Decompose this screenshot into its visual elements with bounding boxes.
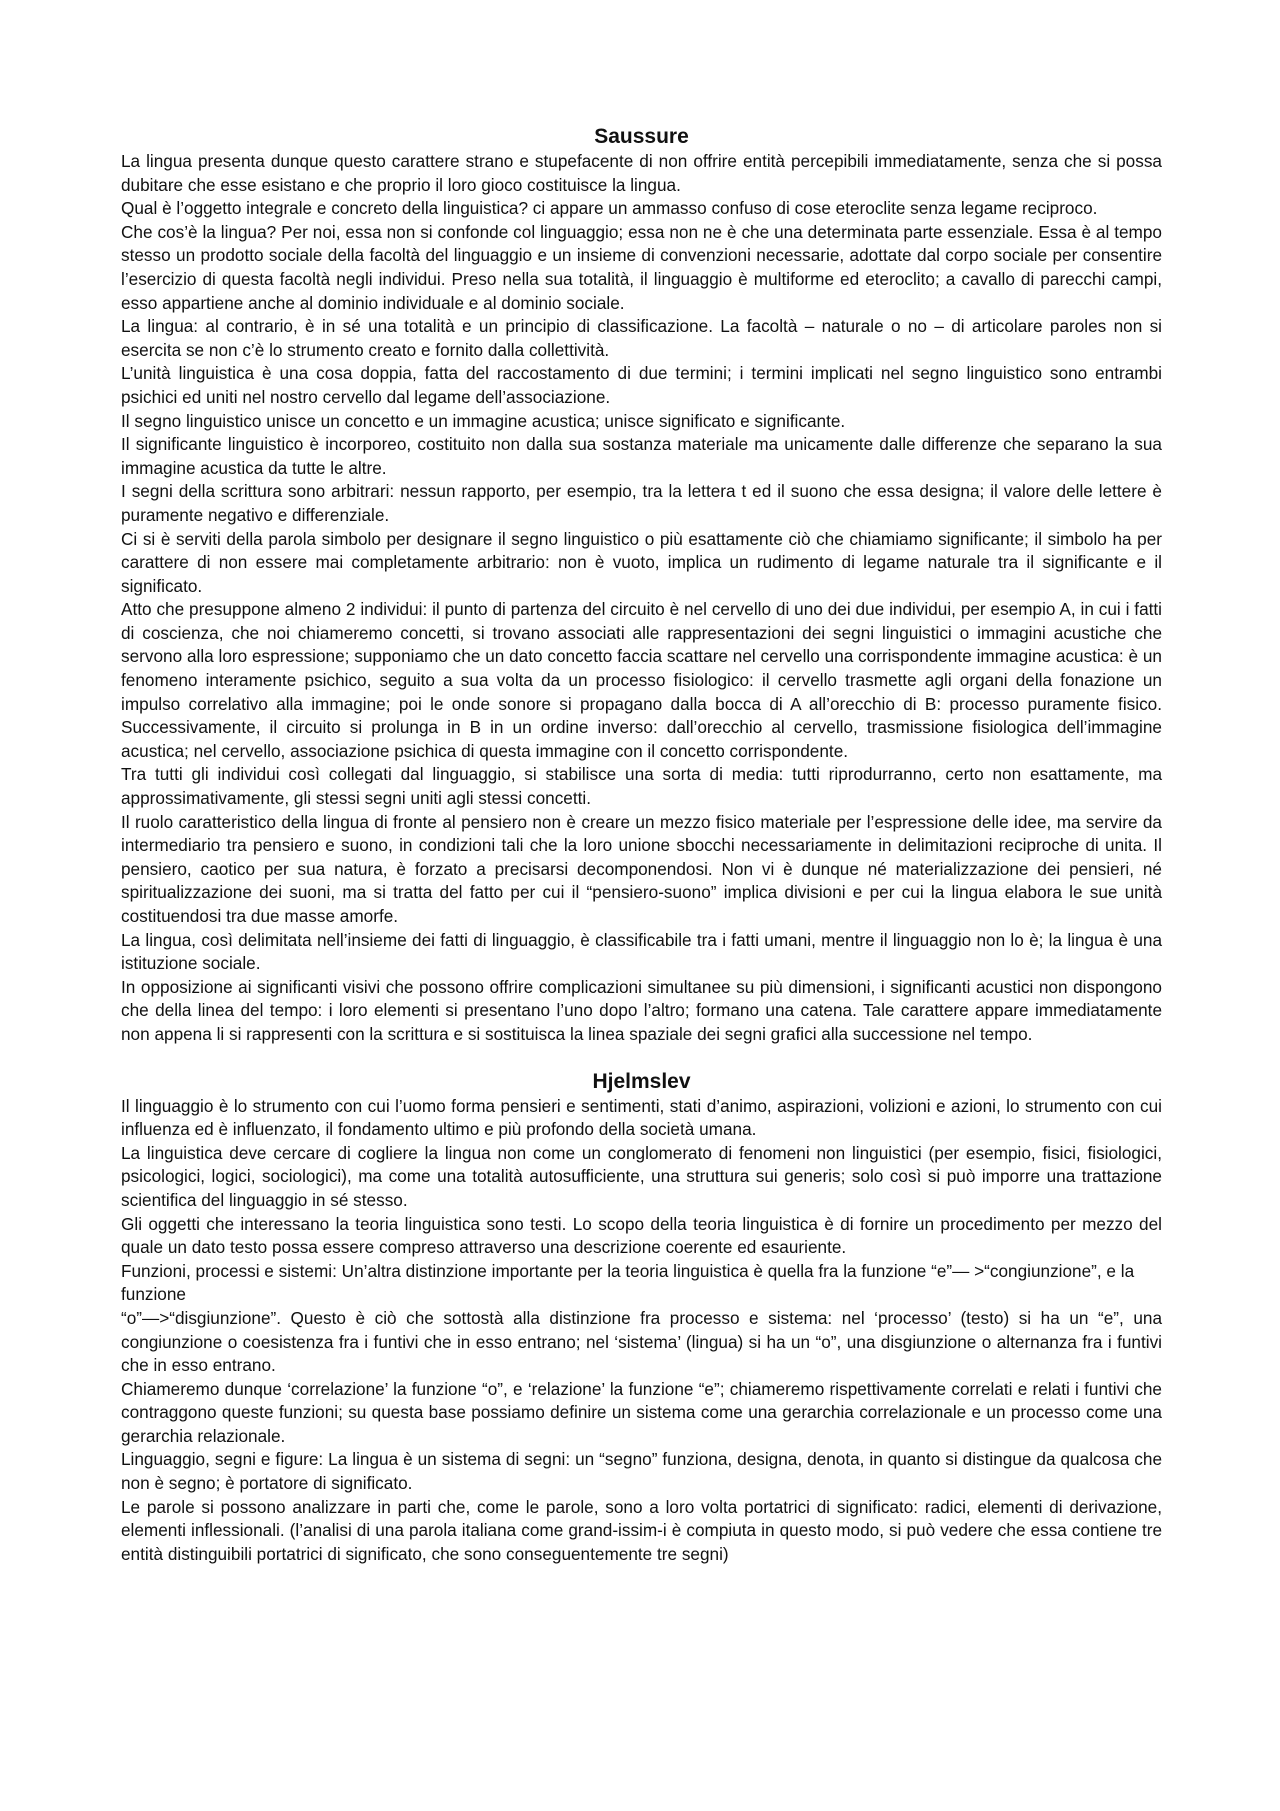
paragraph: Gli oggetti che interessano la teoria linguistica sono testi. Lo scopo della teoria linguistica è di fornire un procedimento per mezzo del quale un dato testo possa essere compreso attraverso una descrizione coerente ed esauriente. bbox=[121, 1213, 1162, 1258]
paragraph: Linguaggio, segni e figure: La lingua è un sistema di segni: un “segno” funziona, designa, denota, in quanto si distingue da qualcosa che non è segno; è portatore di significato. bbox=[121, 1449, 1162, 1494]
paragraph: Il linguaggio è lo strumento con cui l’uomo forma pensieri e sentimenti, stati d’animo, aspirazioni, volizioni e azioni, lo strumento con cui influenza ed è influenzato, il fondamento ultimo e più profondo della società umana. bbox=[121, 1095, 1162, 1140]
paragraph: Il significante linguistico è incorporeo, costituito non dalla sua sostanza materiale ma unicamente dalle differenze che separano la sua immagine acustica da tutte le altre. bbox=[121, 434, 1162, 478]
paragraph: Il segno linguistico unisce un concetto e un immagine acustica; unisce significato e significante. bbox=[121, 410, 846, 431]
paragraph: I segni della scrittura sono arbitrari: nessun rapporto, per esempio, tra la lettera t ed il suono che essa designa; il valore delle lettere è puramente negativo e differenziale. bbox=[121, 481, 1162, 525]
paragraph: Che cos’è la lingua? Per noi, essa non si confonde col linguaggio; essa non ne è che una determinata parte essenziale. Essa è al tempo stesso un prodotto sociale della facoltà del linguaggio e un insieme di convenzioni necessarie, adottate dal corpo sociale per consentire l’esercizio di questa facoltà negli individui. Preso nella sua totalità, il linguaggio è multiforme ed eteroclito; a cavallo di parecchi campi, esso appartiene anche al dominio individuale e al dominio sociale. bbox=[121, 221, 1162, 313]
paragraph: Atto che presuppone almeno 2 individui: il punto di partenza del circuito è nel cervello di uno dei due individui, per esempio A, in cui i fatti di coscienza, che noi chiameremo concetti, si trovano associati alle rappresentazioni dei segni linguistici o immagini acustiche che servono alla loro espressione; supponiamo che un dato concetto faccia scattare nel cervello una corrispondente immagine acustica: è un fenomeno interamente psichico, seguito a sua volta da un processo fisiologico: il cervello trasmette agli organi della fonazione un impulso correlativo alla immagine; poi le onde sonore si propagano dalla bocca di A all’orecchio di B: processo puramente fisico. Successivamente, il circuito si prolunga in B in un ordine inverso: dall’orecchio al cervello, trasmissione fisiologica dell’immagine acustica; nel cervello, associazione psichica di questa immagine con il concetto corrispondente. bbox=[121, 599, 1162, 761]
paragraph: “o”—>“disgiunzione”. Questo è ciò che sottostà alla distinzione fra processo e sistema: nel ‘processo’ (testo) si ha un “e”, una congiunzione o coesistenza fra i funtivi che in esso entrano; nel ‘sistema’ (lingua) si ha un “o”, una disgiunzione o alternanza fra i funtivi che in esso entrano. bbox=[121, 1307, 1162, 1376]
paragraph: Qual è l’oggetto integrale e concreto della linguistica? ci appare un ammasso confuso di cose eteroclite senza legame reciproco. bbox=[121, 198, 1098, 219]
section-hjelmslev bbox=[121, 1069, 1162, 1567]
paragraph: La lingua presenta dunque questo carattere strano e stupefacente di non offrire entità percepibili immediatamente, senza che si possa dubitare che esse esistano e che proprio il loro gioco costituisce la lingua. bbox=[121, 151, 1162, 195]
paragraph: Funzioni, processi e sistemi: Un’altra distinzione importante per la teoria linguistica è quella fra la funzione “e”— >“congiunzione”, e la funzione bbox=[121, 1260, 1135, 1305]
paragraph: La lingua: al contrario, è in sé una totalità e un principio di classificazione. La facoltà – naturale o no – di articolare paroles non si esercita se non c’è lo strumento creato e fornito dalla collettività. bbox=[121, 316, 1162, 360]
paragraph: Tra tutti gli individui così collegati dal linguaggio, si stabilisce una sorta di media: tutti riprodurranno, certo non esattamente, ma approssimativamente, gli stessi segni uniti agli stessi concetti. bbox=[121, 764, 1162, 809]
paragraph: In opposizione ai significanti visivi che possono offrire complicazioni simultanee su più dimensioni, i significanti acustici non dispongono che della linea del tempo: i loro elementi si presentano l’uno dopo l’altro; formano una catena. Tale carattere appare immediatamente non appena li si rappresenti con la scrittura e si sostituisca la linea spaziale dei segni grafici alla successione nel tempo. bbox=[121, 976, 1162, 1044]
paragraph: L’unità linguistica è una cosa doppia, fatta del raccostamento di due termini; i termini implicati nel segno linguistico sono entrambi psichici ed uniti nel nostro cervello dal legame dell’associazione. bbox=[121, 363, 1162, 407]
paragraph: La linguistica deve cercare di cogliere la lingua non come un conglomerato di fenomeni non linguistici (per esempio, fisici, fisiologici, psicologici, logici, sociologici), ma come una totalità autosufficiente, una struttura sui generis; solo così si può imporre una trattazione scientifica del linguaggio in sé stesso. bbox=[121, 1142, 1162, 1210]
paragraph: Ci si è serviti della parola simbolo per designare il segno linguistico o più esattamente ciò che chiamiamo significante; il simbolo ha per carattere di non essere mai completamente arbitrario: non è vuoto, implica un rudimento di legame naturale tra il significante e il significato. bbox=[121, 528, 1162, 596]
section-saussure bbox=[121, 124, 1162, 1047]
paragraph: Le parole si possono analizzare in parti che, come le parole, sono a loro volta portatrici di significato: radici, elementi di derivazione, elementi inflessionali. (l’analisi di una parola italiana come grand-issim-i è compiuta in questo modo, si può vedere che essa contiene tre entità distinguibili portatrici di significato, che sono conseguentemente tre segni) bbox=[121, 1496, 1162, 1564]
section-title: Hjelmslev bbox=[592, 1069, 691, 1093]
paragraph: Il ruolo caratteristico della lingua di fronte al pensiero non è creare un mezzo fisico materiale per l’espressione delle idee, ma servire da intermediario tra pensiero e suono, in condizioni tali che la loro unione sbocchi necessariamente in delimitazioni reciproche di unita. Il pensiero, caotico per sua natura, è forzato a precisarsi decomponendosi. Non vi è dunque né materializzazione dei pensieri, né spiritualizzazione dei suoni, ma si tratta del fatto per cui il “pensiero-suono” implica divisioni e per cui la lingua elabora le sue unità costituendosi tra due masse amorfe. bbox=[121, 811, 1162, 926]
paragraph: La lingua, così delimitata nell’insieme dei fatti di linguaggio, è classificabile tra i fatti umani, mentre il linguaggio non lo è; la lingua è una istituzione sociale. bbox=[121, 929, 1162, 974]
paragraph: Chiameremo dunque ‘correlazione’ la funzione “o”, e ‘relazione’ la funzione “e”; chiameremo rispettivamente correlati e relati i funtivi che contraggono queste funzioni; su questa base possiamo definire un sistema come una gerarchia correlazionale e un processo come una gerarchia relazionale. bbox=[121, 1378, 1162, 1446]
section-title: Saussure bbox=[594, 125, 689, 148]
